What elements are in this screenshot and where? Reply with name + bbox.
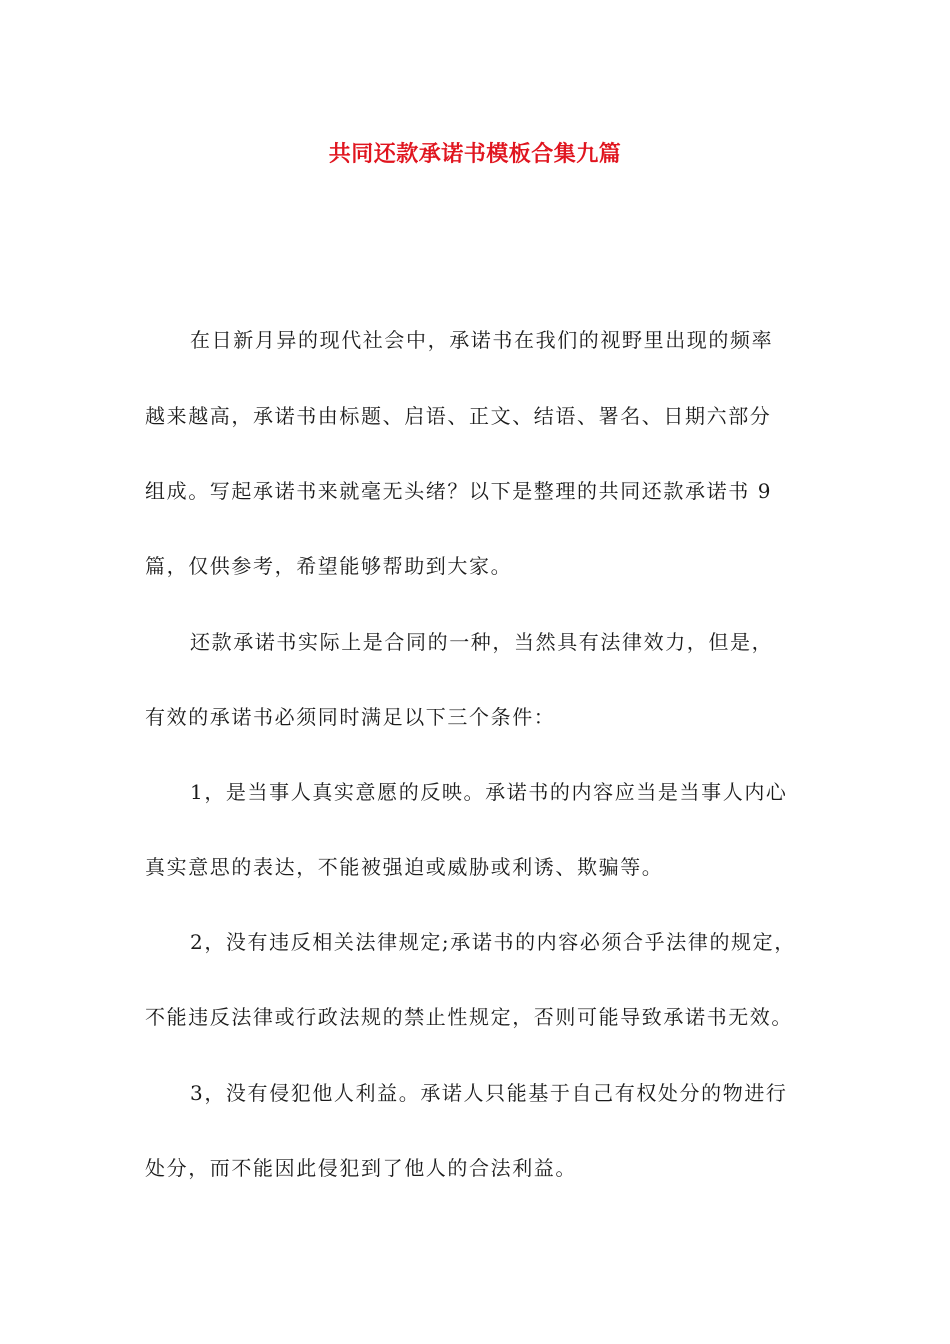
paragraph-line: 篇，仅供参考，希望能够帮助到大家。 <box>145 554 513 578</box>
document-title: 共同还款承诺书模板合集九篇 <box>328 141 622 167</box>
paragraph-line: 在日新月异的现代社会中，承诺书在我们的视野里出现的频率 <box>190 328 774 352</box>
paragraph-line: 1，是当事人真实意愿的反映。承诺书的内容应当是当事人内心 <box>190 780 788 804</box>
paragraph-line: 2，没有违反相关法律规定;承诺书的内容必须合乎法律的规定， <box>190 930 796 954</box>
paragraph-line: 处分，而不能因此侵犯到了他人的合法利益。 <box>145 1156 577 1180</box>
paragraph-line: 不能违反法律或行政法规的禁止性规定，否则可能导致承诺书无效。 <box>145 1005 793 1029</box>
paragraph-line: 有效的承诺书必须同时满足以下三个条件： <box>145 705 556 729</box>
paragraph-line: 组成。写起承诺书来就毫无头绪？以下是整理的共同还款承诺书 9 <box>145 479 773 503</box>
paragraph-line: 真实意思的表达，不能被强迫或威胁或利诱、欺骗等。 <box>145 855 664 879</box>
paragraph-line: 3，没有侵犯他人利益。承诺人只能基于自己有权处分的物进行 <box>190 1081 788 1105</box>
paragraph-line: 还款承诺书实际上是合同的一种，当然具有法律效力，但是， <box>190 630 774 654</box>
paragraph-line: 越来越高，承诺书由标题、启语、正文、结语、署名、日期六部分 <box>145 404 772 428</box>
